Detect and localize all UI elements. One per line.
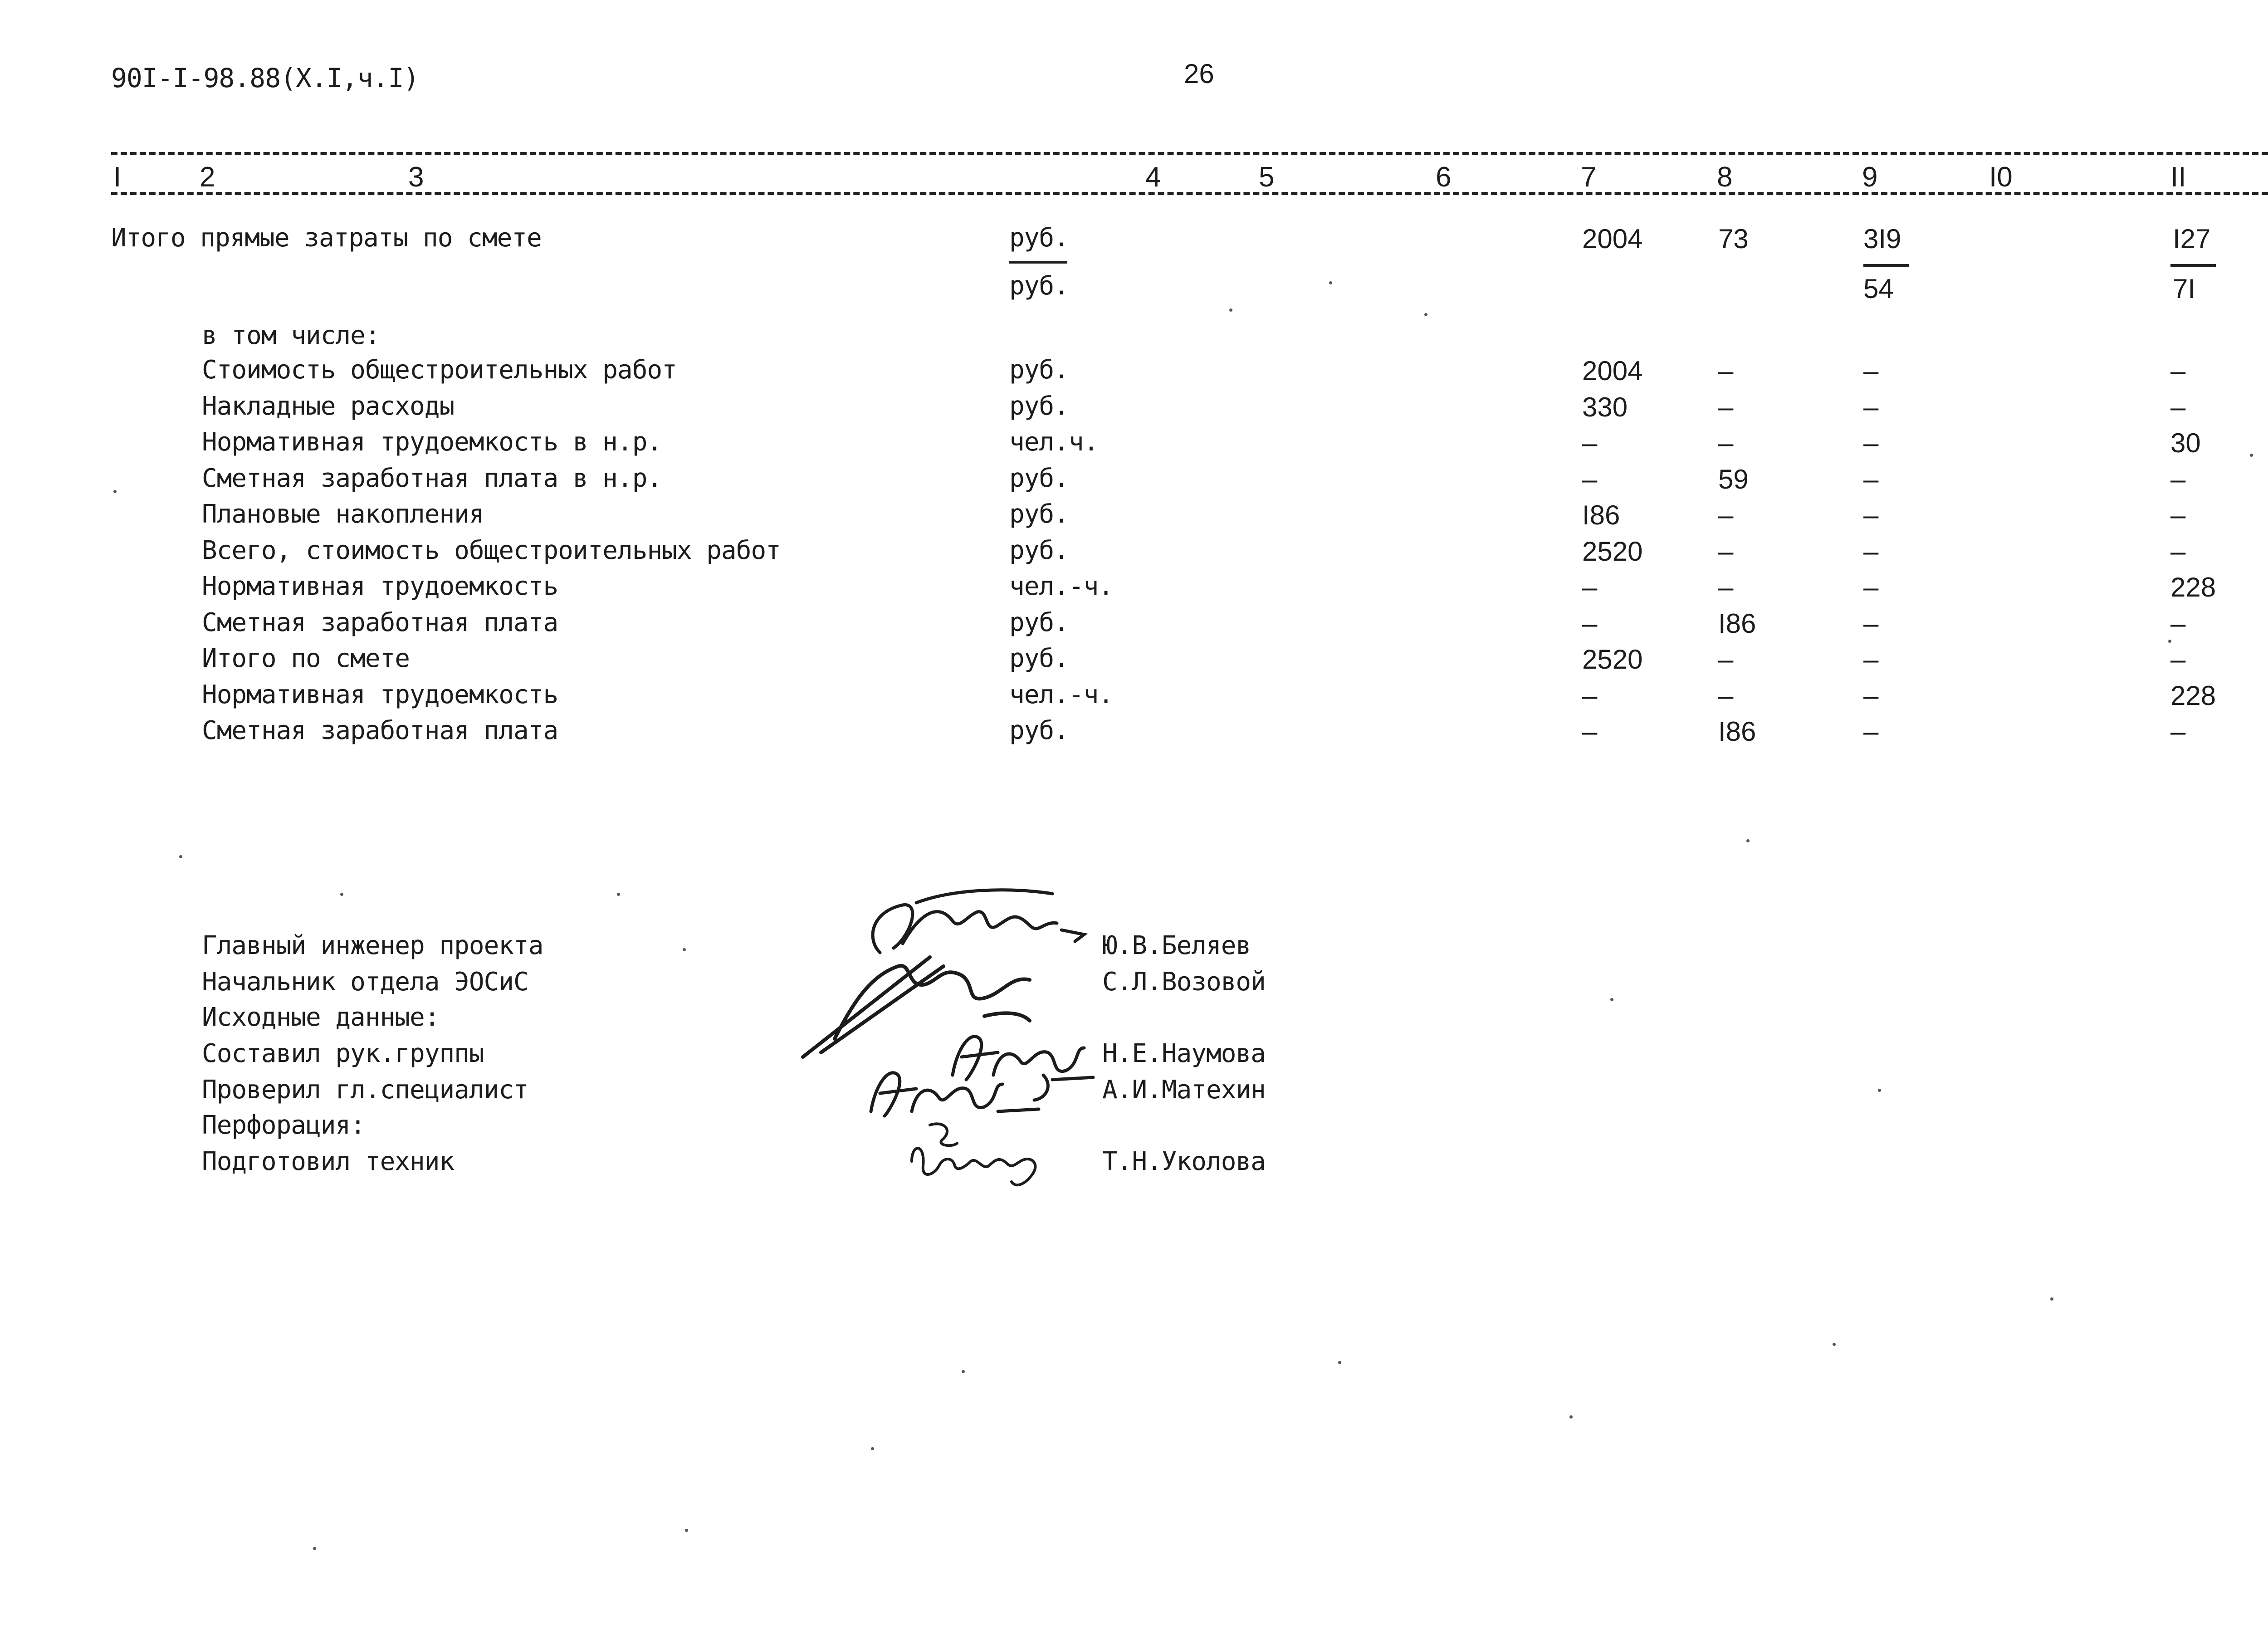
row-col11-value: 30 bbox=[2170, 428, 2201, 458]
row-unit: руб. bbox=[1009, 536, 1069, 565]
column-header-5: 5 bbox=[1259, 161, 1275, 193]
row-unit: чел.-ч. bbox=[1009, 680, 1114, 709]
row-col8-value: I86 bbox=[1718, 716, 1756, 747]
row-col7-value: – bbox=[1582, 572, 1598, 602]
summary-unit-top: руб. bbox=[1009, 223, 1069, 253]
row-col9-value: – bbox=[1863, 500, 1879, 530]
summary-col7: 2004 bbox=[1582, 224, 1643, 254]
row-col11-value: – bbox=[2170, 464, 2186, 494]
row-col8-value: – bbox=[1718, 500, 1734, 530]
signature-role: Главный инженер проекта bbox=[202, 931, 543, 960]
row-col8-value: – bbox=[1718, 680, 1734, 711]
row-unit: чел.ч. bbox=[1009, 427, 1099, 457]
row-label: Нормативная трудоемкость в н.р. bbox=[202, 427, 662, 457]
column-header-8: 8 bbox=[1717, 161, 1733, 193]
row-unit: руб. bbox=[1009, 464, 1069, 493]
summary-unit-fraction-bar bbox=[1009, 261, 1067, 264]
row-col9-value: – bbox=[1863, 680, 1879, 711]
row-col9-value: – bbox=[1863, 464, 1879, 494]
signature-role: Перфорация: bbox=[202, 1111, 365, 1140]
row-col9-value: – bbox=[1863, 392, 1879, 422]
row-label: Итого по смете bbox=[202, 644, 410, 673]
row-col8-value: – bbox=[1718, 572, 1734, 602]
row-label: Сметная заработная плата bbox=[202, 716, 558, 745]
row-col8-value: – bbox=[1718, 356, 1734, 386]
row-col7-value: 2520 bbox=[1582, 536, 1643, 567]
row-col11-value: – bbox=[2170, 644, 2186, 675]
row-col11-value: – bbox=[2170, 608, 2186, 639]
signature-role: Подготовил техник bbox=[202, 1147, 455, 1176]
row-unit: руб. bbox=[1009, 391, 1069, 421]
signature-role: Проверил гл.специалист bbox=[202, 1075, 528, 1105]
signature-name: Н.Е.Наумова bbox=[1102, 1039, 1266, 1068]
row-col8-value: – bbox=[1718, 428, 1734, 458]
row-col7-value: – bbox=[1582, 428, 1598, 458]
row-label: Нормативная трудоемкость bbox=[202, 680, 558, 709]
row-col8-value: – bbox=[1718, 392, 1734, 422]
row-col9-value: – bbox=[1863, 536, 1879, 567]
column-header-7: 7 bbox=[1581, 161, 1597, 193]
row-col7-value: I86 bbox=[1582, 500, 1620, 530]
column-header-3: 3 bbox=[408, 161, 424, 193]
summary-col9-top: 3I9 bbox=[1863, 224, 1901, 254]
row-col7-value: 2520 bbox=[1582, 644, 1643, 675]
row-col9-value: – bbox=[1863, 644, 1879, 675]
row-col11-value: – bbox=[2170, 500, 2186, 530]
row-col11-value: – bbox=[2170, 392, 2186, 422]
signature-name: А.И.Матехин bbox=[1102, 1075, 1266, 1105]
row-unit: руб. bbox=[1009, 608, 1069, 637]
signature-name: Т.Н.Уколова bbox=[1102, 1147, 1266, 1176]
row-col9-value: – bbox=[1863, 716, 1879, 747]
document-number: 90I-I-98.88(X.I,ч.I) bbox=[111, 63, 419, 93]
summary-label: Итого прямые затраты по смете bbox=[111, 223, 542, 253]
column-header-4: 4 bbox=[1145, 161, 1161, 193]
row-col7-value: – bbox=[1582, 608, 1598, 639]
header-bottom-rule bbox=[111, 192, 2268, 195]
page-number: 26 bbox=[1184, 59, 1214, 89]
column-header-10: I0 bbox=[1989, 161, 2013, 193]
row-label: Сметная заработная плата в н.р. bbox=[202, 464, 662, 493]
row-col11-value: 228 bbox=[2170, 572, 2216, 602]
row-col11-value: – bbox=[2170, 536, 2186, 567]
row-unit: руб. bbox=[1009, 716, 1069, 745]
signature-matekhin-icon bbox=[862, 1057, 1061, 1125]
row-unit: чел.-ч. bbox=[1009, 572, 1114, 601]
row-label: Плановые накопления bbox=[202, 499, 484, 529]
row-col7-value: – bbox=[1582, 716, 1598, 747]
signature-name: С.Л.Возовой bbox=[1102, 967, 1266, 997]
row-unit: руб. bbox=[1009, 355, 1069, 385]
column-header-6: 6 bbox=[1436, 161, 1452, 193]
row-col7-value: – bbox=[1582, 464, 1598, 494]
row-col8-value: 59 bbox=[1718, 464, 1749, 494]
row-col11-value: – bbox=[2170, 716, 2186, 747]
row-col9-value: – bbox=[1863, 608, 1879, 639]
row-col7-value: 330 bbox=[1582, 392, 1628, 422]
signature-role: Составил рук.группы bbox=[202, 1039, 484, 1068]
summary-col8: 73 bbox=[1718, 224, 1749, 254]
including-label: в том числе: bbox=[202, 321, 380, 350]
row-col7-value: 2004 bbox=[1582, 356, 1643, 386]
row-col9-value: – bbox=[1863, 572, 1879, 602]
row-col9-value: – bbox=[1863, 356, 1879, 386]
row-label: Всего, стоимость общестроительных работ bbox=[202, 536, 781, 565]
column-header-1: I bbox=[113, 161, 122, 193]
row-unit: руб. bbox=[1009, 644, 1069, 673]
row-col7-value: – bbox=[1582, 680, 1598, 711]
summary-col9-bottom: 54 bbox=[1863, 274, 1894, 304]
summary-col11-bottom: 7I bbox=[2173, 274, 2196, 304]
row-unit: руб. bbox=[1009, 499, 1069, 529]
row-col8-value: – bbox=[1718, 644, 1734, 675]
signature-role: Начальник отдела ЭОСиС bbox=[202, 967, 528, 997]
row-col8-value: – bbox=[1718, 536, 1734, 567]
signature-ukolova-icon bbox=[903, 1116, 1048, 1193]
header-top-rule bbox=[111, 152, 2268, 155]
row-label: Накладные расходы bbox=[202, 391, 455, 421]
column-header-9: 9 bbox=[1862, 161, 1878, 193]
row-label: Стоимость общестроительных работ bbox=[202, 355, 677, 385]
summary-col9-fraction-bar bbox=[1863, 264, 1909, 267]
signature-name: Ю.В.Беляев bbox=[1102, 931, 1251, 960]
summary-unit-bottom: руб. bbox=[1009, 271, 1069, 301]
column-header-2: 2 bbox=[200, 161, 215, 193]
summary-col11-fraction-bar bbox=[2170, 264, 2216, 267]
signature-role: Исходные данные: bbox=[202, 1003, 440, 1032]
row-col11-value: 228 bbox=[2170, 680, 2216, 711]
summary-col11-top: I27 bbox=[2173, 224, 2211, 254]
row-label: Сметная заработная плата bbox=[202, 608, 558, 637]
row-label: Нормативная трудоемкость bbox=[202, 572, 558, 601]
column-header-11: II bbox=[2170, 161, 2186, 193]
row-col11-value: – bbox=[2170, 356, 2186, 386]
row-col8-value: I86 bbox=[1718, 608, 1756, 639]
row-col9-value: – bbox=[1863, 428, 1879, 458]
